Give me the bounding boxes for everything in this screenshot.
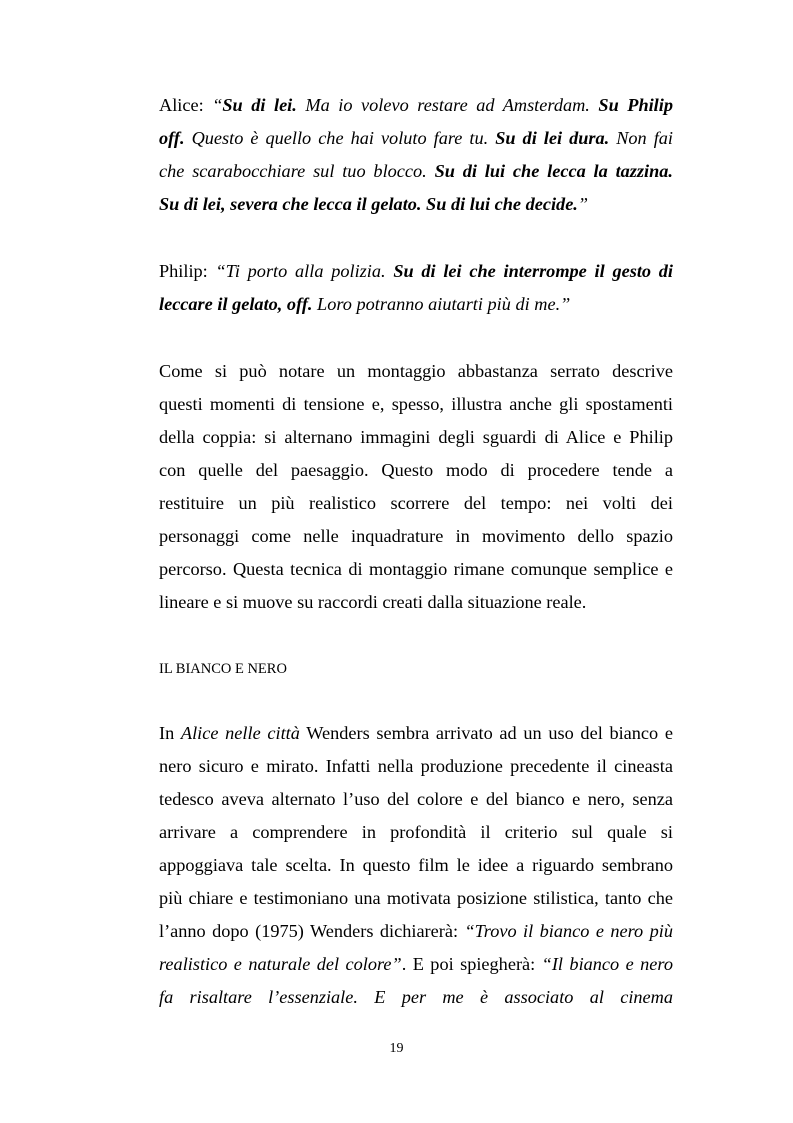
text-line: della coppia: si alternano immagini degli sguardi di Alice e Philip	[159, 427, 673, 447]
text-line: restituire un più realistico scorrere del tempo: nei volti dei	[159, 493, 673, 513]
text-line: con quelle del paesaggio. Questo modo di procedere tende a	[159, 460, 673, 480]
text-line: Alice: “Su di lei. Ma io volevo restare ad Amsterdam. Su Philip	[159, 95, 673, 115]
text-line: realistico e naturale del colore”. E poi spiegherà: “Il bianco e nero	[159, 954, 673, 974]
text-line: lineare e si muove su raccordi creati dalla situazione reale.	[159, 592, 587, 612]
page-number: 19	[389, 1041, 404, 1056]
paragraph-montaggio	[159, 355, 673, 619]
paragraph-bianco-e-nero	[159, 717, 673, 1014]
section-heading: IL BIANCO E NERO	[159, 661, 287, 677]
text-line: arrivare a comprendere in profondità il criterio sul quale si	[159, 822, 673, 842]
text-line: off. Questo è quello che hai voluto fare tu. Su di lei dura. Non fai	[159, 128, 673, 148]
dialogue-alice	[159, 89, 673, 221]
text-line: Come si può notare un montaggio abbastanza serrato descrive	[159, 361, 673, 381]
text-line: questi momenti di tensione e, spesso, illustra anche gli spostamenti	[159, 394, 673, 414]
text-line: più chiare e testimoniano una motivata posizione stilistica, tanto che	[159, 888, 673, 908]
text-line: In Alice nelle città Wenders sembra arrivato ad un uso del bianco e	[159, 723, 673, 743]
text-line: l’anno dopo (1975) Wenders dichiarerà: “Trovo il bianco e nero più	[159, 921, 673, 941]
text-line: leccare il gelato, off. Loro potranno aiutarti più di me.”	[159, 294, 571, 314]
text-line: fa risaltare l’essenziale. E per me è associato al cinema	[159, 987, 673, 1007]
text-line: che scarabocchiare sul tuo blocco. Su di lui che lecca la tazzina.	[159, 161, 673, 181]
text-line: percorso. Questa tecnica di montaggio rimane comunque semplice e	[159, 559, 673, 579]
text-line: Philip: “Ti porto alla polizia. Su di lei che interrompe il gesto di	[159, 261, 673, 281]
text-line: tedesco aveva alternato l’uso del colore e del bianco e nero, senza	[159, 789, 673, 809]
text-line: personaggi come nelle inquadrature in movimento dello spazio	[159, 526, 673, 546]
text-line: Su di lei, severa che lecca il gelato. Su di lui che decide.”	[159, 194, 589, 214]
dialogue-philip	[159, 255, 673, 321]
text-line: appoggiava tale scelta. In questo film le idee a riguardo sembrano	[159, 855, 673, 875]
text-line: nero sicuro e mirato. Infatti nella produzione precedente il cineasta	[159, 756, 673, 776]
